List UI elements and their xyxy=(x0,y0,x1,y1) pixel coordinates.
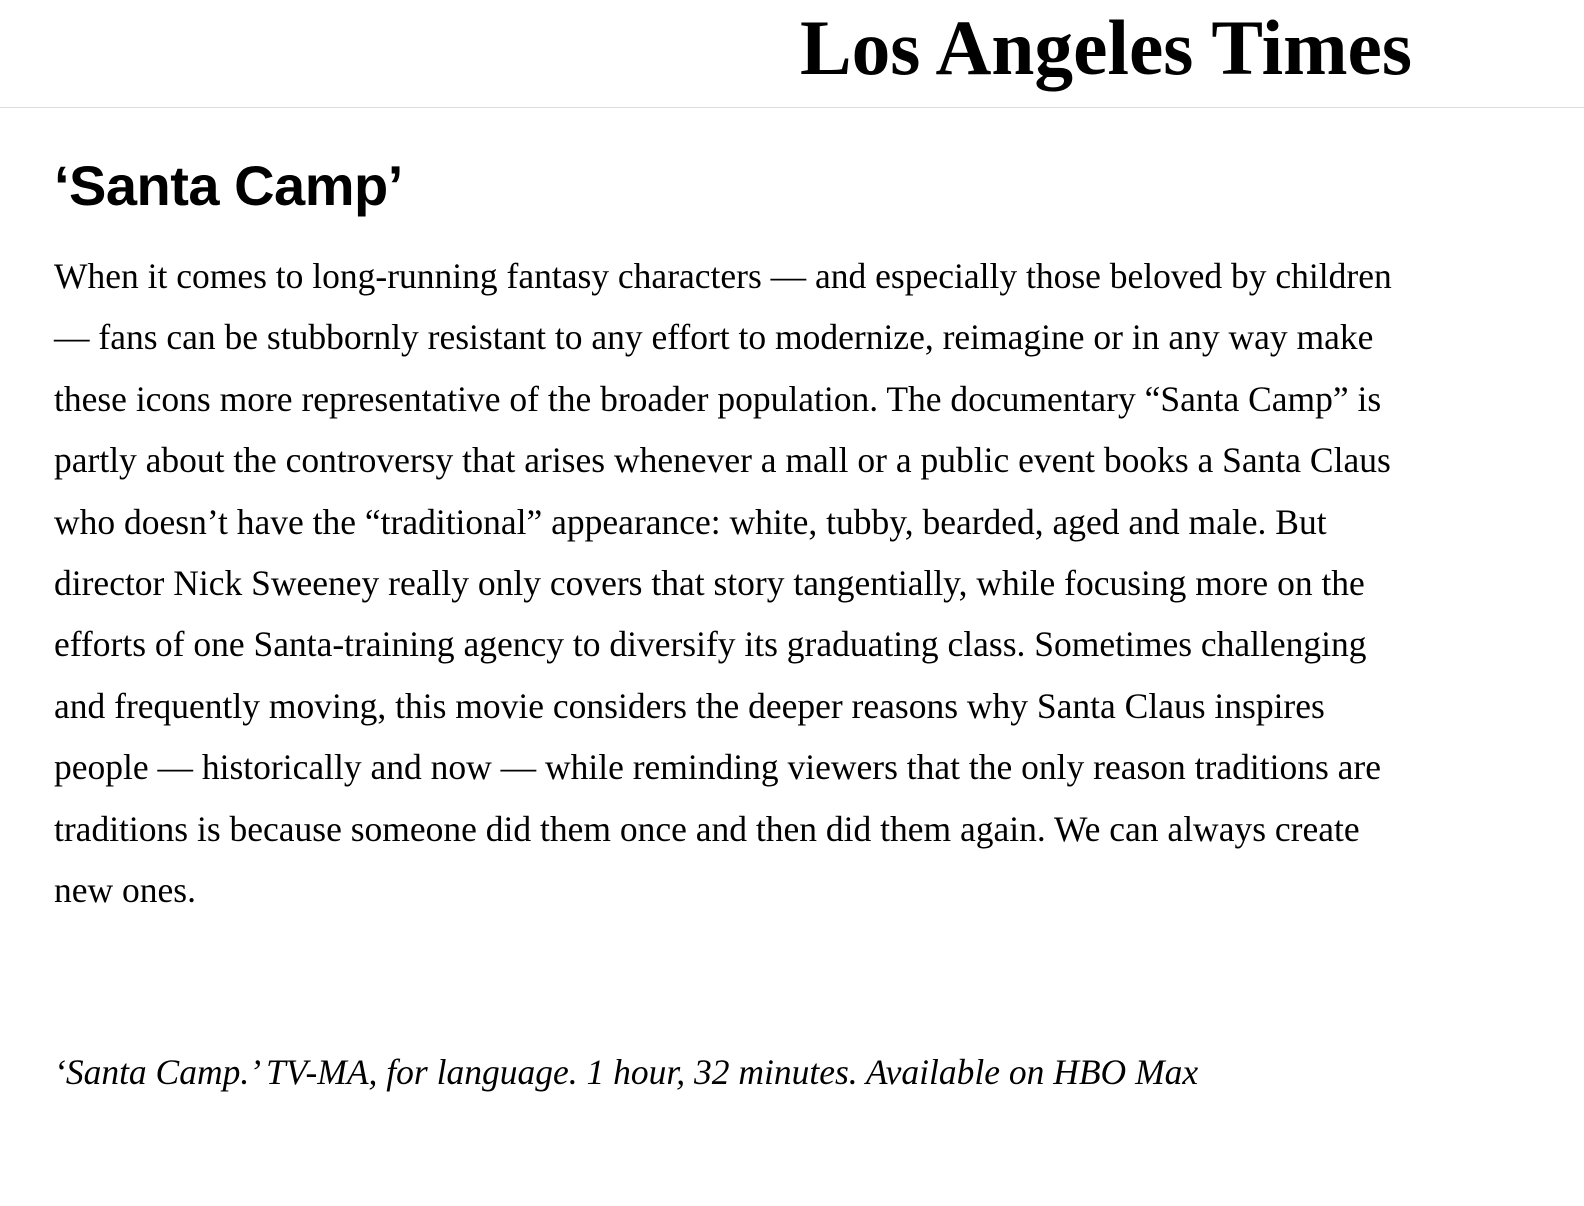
los-angeles-times-logo[interactable] xyxy=(796,2,1416,94)
logo-text: Los Angeles Times xyxy=(800,4,1412,91)
article-body: When it comes to long-running fantasy characters — and especially those beloved by children — fans can be stubbornly resistant to any effort to modernize, reimagine or in any way make these icons more representative of the broader population. The documentary “Santa Camp” is partly about the controversy that arises whenever a mall or a public event books a Santa Claus who doesn’t have the “traditional” appearance: white, tubby, bearded, aged and male. But director Nick Sweeney really only covers that story tangentially, while focusing more on the efforts of one Santa-training agency to diversify its graduating class. Sometimes challenging and frequently moving, this movie considers the deeper reasons why Santa Claus inspires people — historically and now — while reminding viewers that the only reason traditions are traditions is because someone did them once and then did them again. We can always create new ones. xyxy=(54,256,1392,911)
film-credits: ‘Santa Camp.’ TV-MA, for language. 1 hour, 32 minutes. Available on HBO Max xyxy=(54,1052,1199,1092)
logo-wordmark xyxy=(796,2,1416,94)
masthead xyxy=(0,0,1584,108)
article-headline: ‘Santa Camp’ xyxy=(54,154,403,217)
